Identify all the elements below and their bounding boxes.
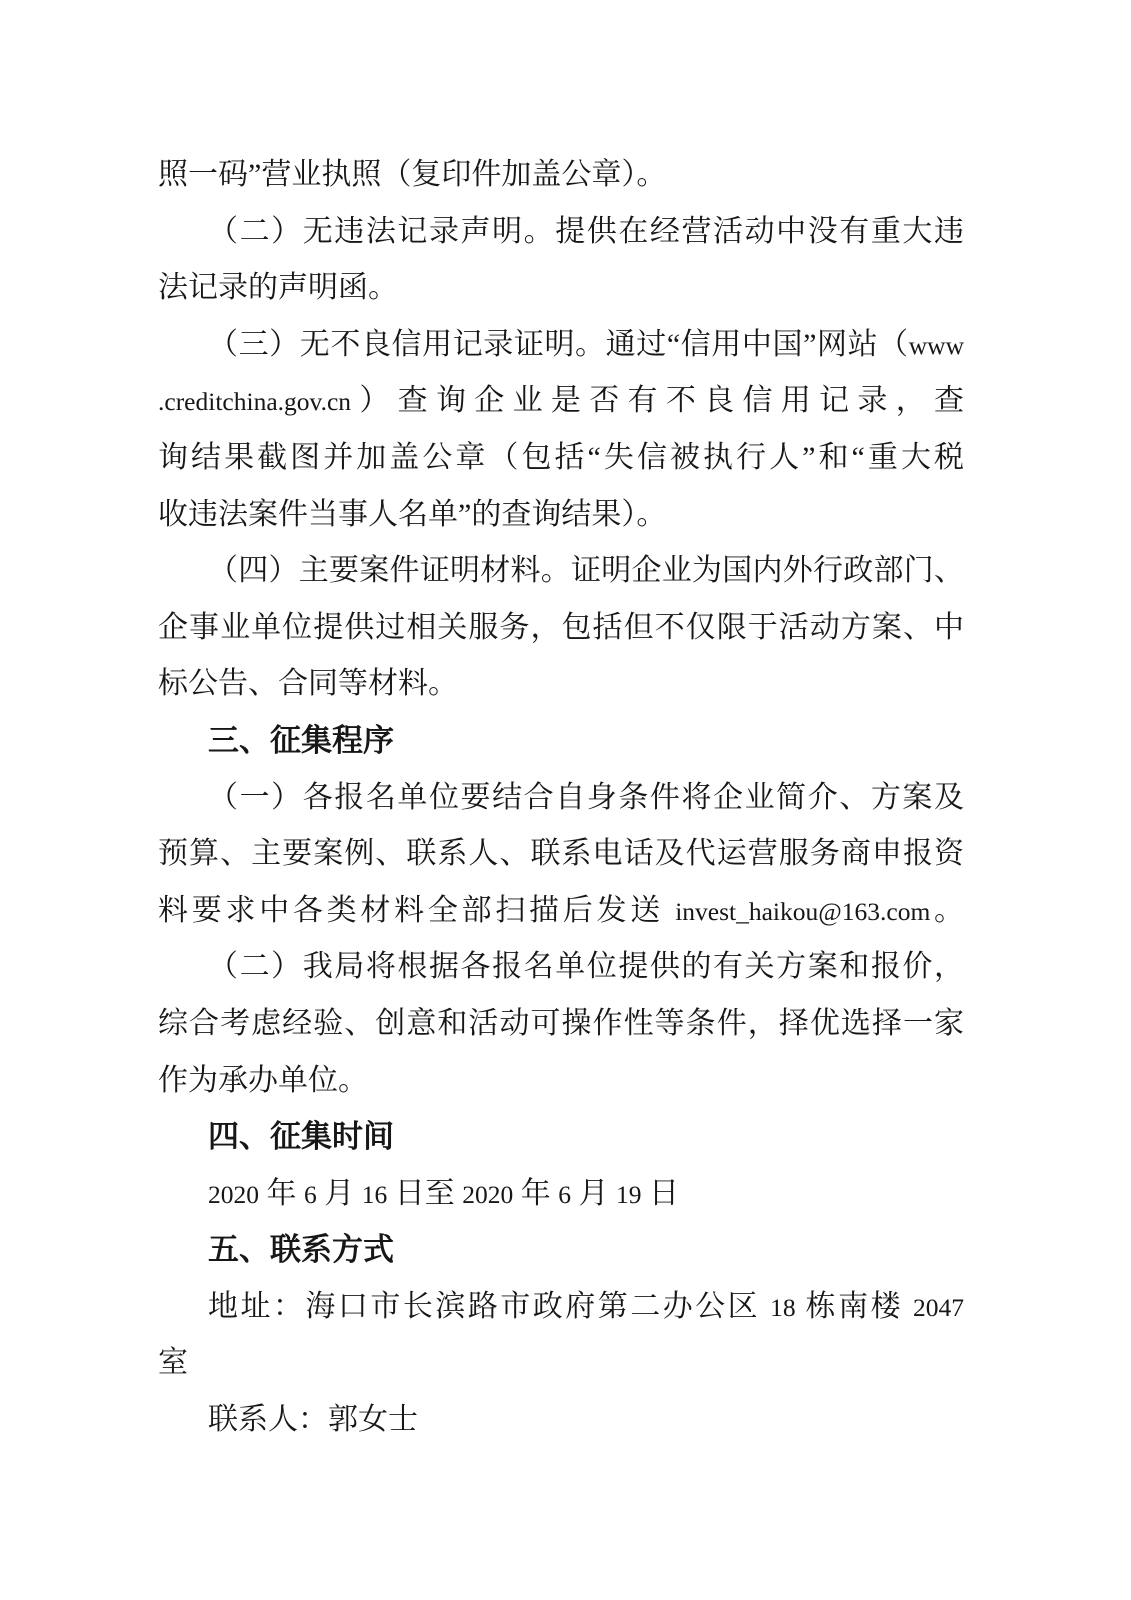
cjk-text-run: 年 bbox=[513, 1176, 559, 1210]
text-line bbox=[158, 1335, 964, 1392]
latin-text-run: 16 bbox=[361, 1179, 388, 1209]
text-line bbox=[158, 543, 964, 600]
cjk-text-run: 询结果截图并加盖公章（包括“失信被执行人”和“重大税 bbox=[158, 440, 964, 474]
latin-text-run: invest_haikou@163.com bbox=[675, 896, 931, 926]
text-line bbox=[158, 373, 964, 430]
cjk-text-run: 五、联系方式 bbox=[208, 1232, 394, 1268]
cjk-text-run: 日至 bbox=[387, 1176, 463, 1210]
text-line bbox=[158, 1166, 964, 1223]
latin-text-run: www bbox=[908, 330, 964, 360]
latin-text-run: .creditchina.gov.cn bbox=[158, 387, 352, 417]
text-line bbox=[158, 826, 964, 883]
latin-text-run: 2047 bbox=[913, 1292, 965, 1322]
latin-text-run: 2020 bbox=[208, 1179, 259, 1209]
cjk-text-run: （一）各报名单位要结合自身条件将企业简介、方案及 bbox=[208, 780, 964, 814]
latin-text-run: 2020 bbox=[462, 1179, 514, 1209]
cjk-text-run: 栋南楼 bbox=[795, 1289, 914, 1323]
cjk-text-run: 。 bbox=[930, 893, 965, 927]
text-line bbox=[158, 147, 964, 204]
text-line bbox=[158, 939, 964, 996]
text-line bbox=[158, 996, 964, 1053]
cjk-text-run: 收违法案件当事人名单”的查询结果）。 bbox=[158, 497, 667, 531]
cjk-text-run: 日 bbox=[641, 1176, 679, 1210]
text-line bbox=[158, 487, 964, 544]
text-line bbox=[158, 600, 964, 657]
text-line bbox=[158, 656, 964, 713]
text-line bbox=[158, 260, 964, 317]
latin-text-run: 6 bbox=[558, 1179, 571, 1209]
cjk-text-run: （二）我局将根据各报名单位提供的有关方案和报价， bbox=[208, 950, 964, 984]
cjk-text-run: 四、征集时间 bbox=[208, 1119, 394, 1155]
text-line bbox=[158, 430, 964, 487]
cjk-text-run: 企事业单位提供过相关服务，包括但不仅限于活动方案、中 bbox=[158, 610, 964, 644]
cjk-text-run: （二）无违法记录声明。提供在经营活动中没有重大违 bbox=[208, 214, 964, 248]
section-heading bbox=[158, 1109, 964, 1166]
text-line bbox=[158, 1053, 964, 1110]
cjk-text-run: 标公告、合同等材料。 bbox=[158, 667, 458, 701]
latin-text-run: 6 bbox=[304, 1179, 317, 1209]
section-heading bbox=[158, 1222, 964, 1279]
text-line bbox=[158, 1279, 964, 1336]
text-line bbox=[158, 883, 964, 940]
cjk-text-run: ）查询企业是否有不良信用记录，查 bbox=[351, 384, 964, 418]
cjk-text-run: 综合考虑经验、创意和活动可操作性等条件，择优选择一家 bbox=[158, 1006, 964, 1040]
cjk-text-run: 地址：海口市长滨路市政府第二办公区 bbox=[208, 1289, 771, 1323]
cjk-text-run: 料要求中各类材料全部扫描后发送 bbox=[158, 893, 676, 927]
cjk-text-run: （四）主要案件证明材料。证明企业为国内外行政部门、 bbox=[208, 554, 964, 588]
cjk-text-run: 三、征集程序 bbox=[208, 722, 394, 758]
document-body bbox=[158, 147, 964, 1449]
cjk-text-run: 年 bbox=[259, 1176, 304, 1210]
latin-text-run: 19 bbox=[616, 1179, 642, 1209]
cjk-text-run: 照一码”营业执照（复印件加盖公章）。 bbox=[158, 158, 667, 191]
text-line bbox=[158, 204, 964, 261]
section-heading bbox=[158, 713, 964, 770]
text-line bbox=[158, 317, 964, 374]
cjk-text-run: 室 bbox=[158, 1346, 188, 1380]
latin-text-run: 18 bbox=[770, 1292, 796, 1322]
cjk-text-run: 预算、主要案例、联系人、联系电话及代运营服务商申报资 bbox=[158, 837, 964, 871]
cjk-text-run: 月 bbox=[571, 1176, 616, 1210]
cjk-text-run: 法记录的声明函。 bbox=[158, 271, 398, 305]
cjk-text-run: 作为承办单位。 bbox=[158, 1063, 368, 1097]
cjk-text-run: 联系人：郭女士 bbox=[208, 1403, 418, 1437]
text-line bbox=[158, 1392, 964, 1449]
cjk-text-run: （三）无不良信用记录证明。通过“信用中国”网站（ bbox=[208, 327, 909, 361]
text-line bbox=[158, 770, 964, 827]
cjk-text-run: 月 bbox=[316, 1176, 362, 1210]
